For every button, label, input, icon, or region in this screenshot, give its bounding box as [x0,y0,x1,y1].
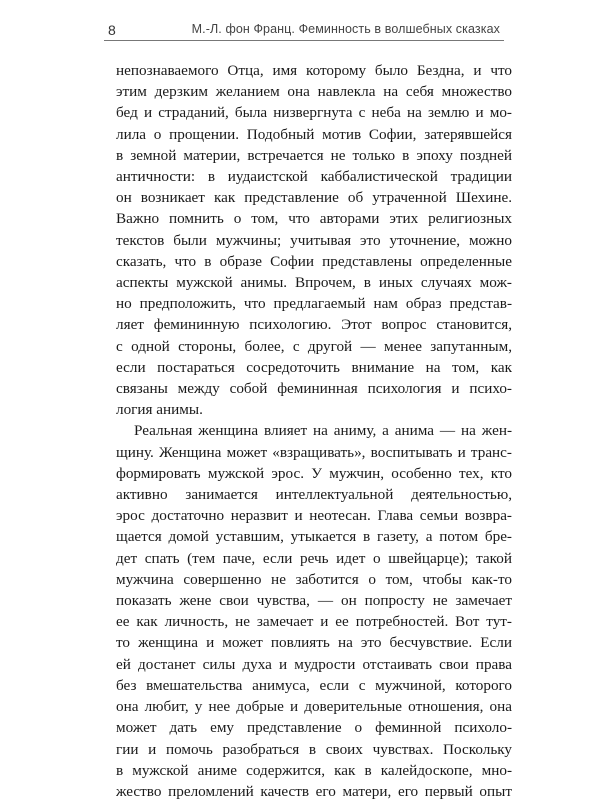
text-line: может дать ему представление о феминной психоло- [116,719,512,737]
text-line: эрос достаточно неразвит и неотесан. Глава семьи возвра- [116,507,512,525]
text-line: непознаваемого Отца, имя которому было Бездна, и что [116,62,512,79]
paragraph [116,60,512,420]
text-line: ей достанет силы духа и мудрости отстаивать свои права [116,655,512,673]
text-line: если постараться сосредоточить внимание на том, как [116,358,512,376]
text-line: Важно помнить о том, что авторами этих религиозных [116,210,512,228]
text-line: текстов были мужчины; учитывая это уточнение, можно [116,231,512,249]
text-line: щается домой уставшим, утыкается в газету, а потом бре- [116,528,512,546]
text-line: но предположить, что предлагаемый нам образ представ- [116,295,512,313]
paragraph [116,420,512,802]
text-line: мужчина совершенно не заботится о том, чтобы как-то [116,570,512,588]
text-line: Реальная женщина влияет на аниму, а анима — на жен- [134,422,512,440]
text-line: формировать мужской эрос. У мужчин, особенно тех, кто [116,464,512,482]
text-line: в мужской аниме содержится, как в калейдоскопе, мно- [116,761,512,779]
text-line: бед и страданий, была низвергнута с неба на землю и мо- [116,104,512,122]
text-line: активно занимается интеллектуальной деятельностью, [116,486,512,504]
text-line: ее как личность, не замечает и ее потребностей. Вот тут- [116,613,512,631]
text-line: гии и помочь разобраться в своих чувствах. Поскольку [116,740,512,758]
text-line: сказать, что в образе Софии представлены определенные [116,252,512,270]
text-line: античности: в иудаистской каббалистической традиции [116,168,512,186]
text-line: связаны между собой фемининная психология и психо- [116,380,512,398]
page-number: 8 [108,22,116,38]
text-line: он возникает как представление об утраченной Шехине. [116,189,512,207]
text-line: щину. Женщина может «взращивать», воспитывать и транс- [116,443,512,461]
text-line: показать жене свои чувства, — он попросту не замечает [116,592,512,610]
text-line: логия анимы. [116,401,203,419]
text-line: ляет фемининную психологию. Этот вопрос становится, [116,316,512,334]
text-line: без вмешательства анимуса, если с мужчиной, которого [116,676,512,694]
text-line: в земной материи, встречается не только в эпоху поздней [116,146,512,164]
text-line: лила о прощении. Подобный мотив Софии, затерявшейся [116,125,512,143]
text-line: дет спать (тем паче, если речь идет о швейцарце); такой [116,549,512,567]
text-line: с одной стороны, более, с другой — менее запутанным, [116,337,512,355]
text-line: жество преломлений качеств его матери, его первый опыт [116,782,512,800]
running-head: М.-Л. фон Франц. Феминность в волшебных сказках [191,22,500,36]
body-text [116,60,512,802]
text-line: то женщина и может повлиять на это бесчувствие. Если [116,634,512,652]
text-line: этим дерзким желанием она навлекла на себя множество [116,83,512,101]
text-line: она любит, у нее добрые и доверительные отношения, она [116,698,512,716]
text-line: аспекты мужской анимы. Впрочем, в иных случаях мож- [116,274,512,292]
header-divider [104,40,504,41]
